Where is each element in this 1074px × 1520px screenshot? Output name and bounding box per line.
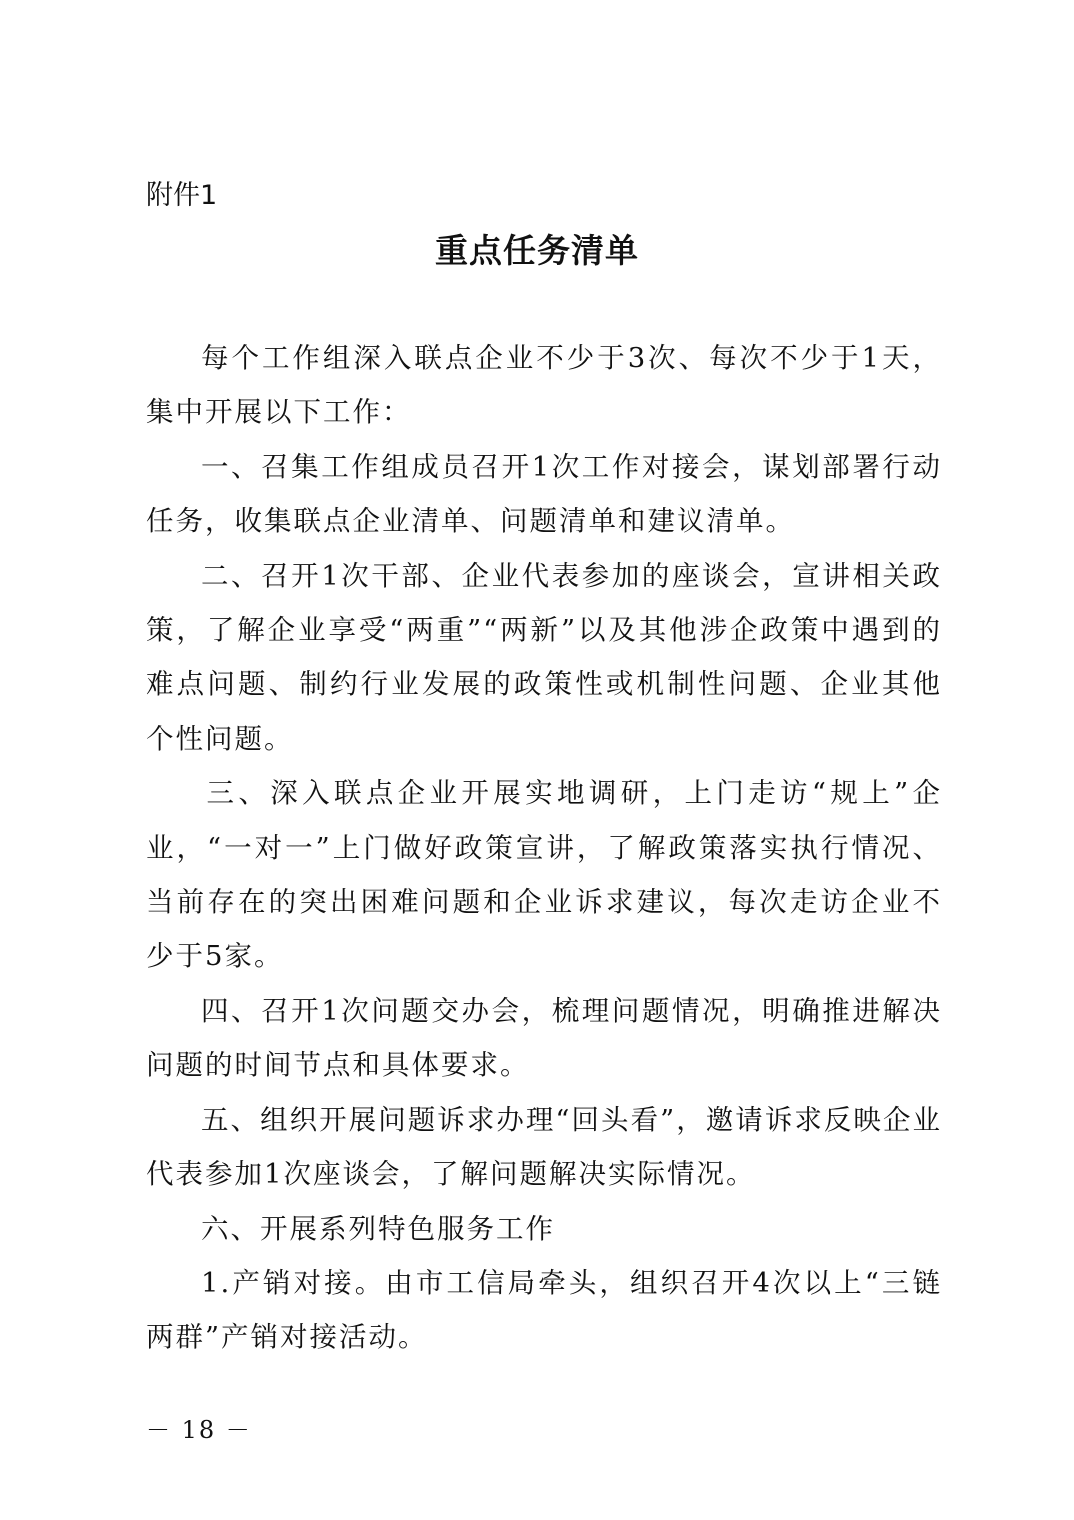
- page-number: － 18 －: [146, 1416, 252, 1444]
- paragraph-item-5: 五、组织开展问题诉求办理“回头看”，邀请诉求反映企业代表参加1次座谈会，了解问题解决实际情况。: [146, 1103, 942, 1191]
- document-title: 重点任务清单: [435, 231, 639, 270]
- document-body: [146, 331, 942, 1365]
- paragraph-item-1: 一、召集工作组成员召开1次工作对接会，谋划部署行动任务，收集联点企业清单、问题清单和建议清单。: [146, 450, 942, 538]
- paragraph-item-3: 三、深入联点企业开展实地调研，上门走访“规上”企业，“一对一”上门做好政策宣讲，了解政策落实执行情况、当前存在的突出困难问题和企业诉求建议，每次走访企业不少于5家。: [146, 777, 942, 973]
- paragraph-item-4: 四、召开1次问题交办会，梳理问题情况，明确推进解决问题的时间节点和具体要求。: [146, 994, 942, 1082]
- paragraph-item-6: 六、开展系列特色服务工作: [201, 1212, 555, 1245]
- paragraph-subitem-1: 1.产销对接。由市工信局牵头，组织召开4次以上“三链两群”产销对接活动。: [146, 1266, 942, 1354]
- attachment-label: 附件1: [146, 180, 218, 211]
- paragraph-item-2: 二、召开1次干部、企业代表参加的座谈会，宣讲相关政策，了解企业享受“两重”“两新”以及其他涉企政策中遇到的难点问题、制约行业发展的政策性或机制性问题、企业其他个性问题。: [146, 559, 942, 755]
- paragraph-intro: 每个工作组深入联点企业不少于3次、每次不少于1天，集中开展以下工作：: [146, 342, 942, 429]
